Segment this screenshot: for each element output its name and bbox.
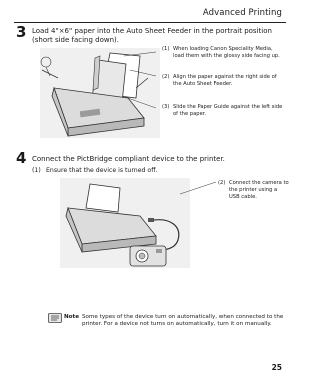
callout-1-text: When loading Canon Speciality Media, load them with the glossy side facing up. — [173, 46, 280, 59]
note-icon — [48, 313, 62, 323]
callout-3-text: Slide the Paper Guide against the left side of the paper. — [173, 104, 283, 117]
header-rule — [14, 22, 286, 23]
callout-leader-lines-step3 — [120, 48, 160, 138]
note-label: Note — [64, 314, 79, 320]
callout-leader-line-step4 — [178, 178, 218, 198]
substep-1-number: (1) — [32, 167, 41, 174]
callout-3-number: (3) — [162, 104, 170, 110]
step-4-instruction: Connect the PictBridge compliant device to the printer. — [32, 155, 225, 163]
callout-1-number: (1) — [162, 46, 170, 52]
callout-2-text: Align the paper against the right side of the Auto Sheet Feeder. — [173, 74, 277, 87]
callout-2-step4-text: Connect the camera to the printer using a USB cable. — [229, 180, 289, 200]
step-3-instruction: Load 4"×6" paper into the Auto Sheet Feeder in the portrait position (short side facing down). — [32, 27, 272, 44]
camera-usb-connection-illustration — [60, 178, 190, 268]
callout-2-number: (2) — [162, 74, 170, 80]
substep-1-text: Ensure that the device is turned off. — [46, 167, 158, 174]
running-header: Advanced Printing — [202, 8, 282, 18]
step-3-number: 3 — [16, 23, 27, 41]
step-4-number: 4 — [16, 149, 27, 167]
callout-2-step4-number: (2) — [218, 180, 226, 186]
note-text: Some types of the device turn on automatically, when connected to the printer. For a device not turns on automatically, turn it on manually. — [82, 314, 284, 328]
page-number: 25 — [271, 363, 282, 372]
